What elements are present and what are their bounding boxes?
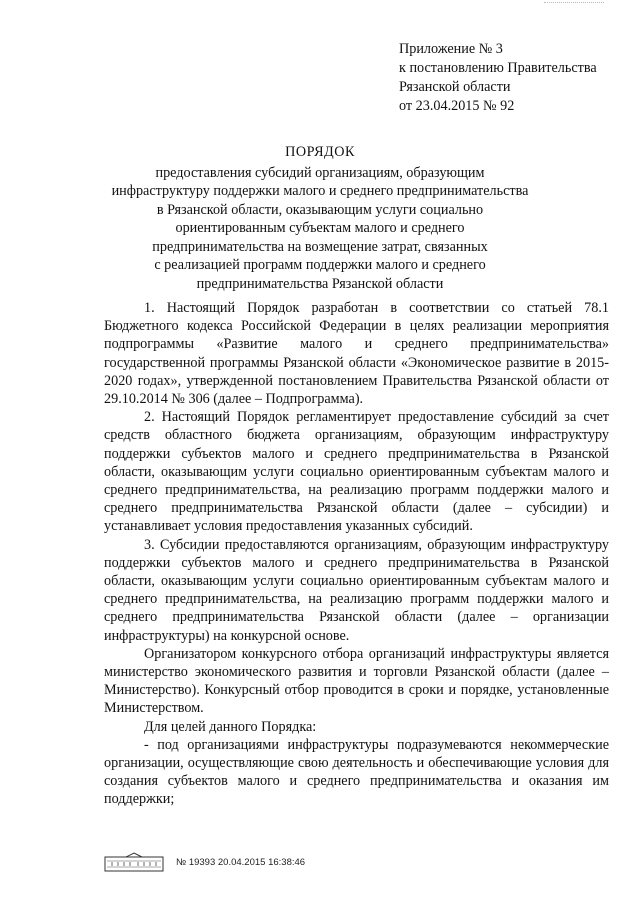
attachment-date: от 23.04.2015 № 92: [399, 98, 515, 114]
title-line: с реализацией программ поддержки малого и среднего: [154, 257, 486, 273]
title-line: инфраструктуру поддержки малого и среднего предпринимательства: [111, 183, 529, 199]
title-line: ориентированным субъектам малого и среднего: [175, 220, 465, 236]
attachment-region: Рязанской области: [399, 79, 511, 95]
document-body: [104, 299, 609, 809]
scan-corner-mark: [544, 2, 604, 9]
paragraph-2: 2. Настоящий Порядок регламентирует предоставление субсидий за счет средств областного бюджета организациям, образующим инфраструктуру поддержки субъектов малого и среднего предпринимательства в Рязанской области, оказывающим услуги социально ориентированным субъектам малого и среднего предпринимательства, на реализацию программ поддержки малого и среднего предпринимательства Рязанской области (далее – субсидии) и устанавливает условия предоставления указанных субсидий.: [104, 409, 609, 535]
registration-footer: [104, 851, 305, 873]
attachment-block: [399, 40, 597, 116]
paragraph-definitions-intro: Для целей данного Порядка:: [144, 718, 317, 735]
title-line: предпринимательства Рязанской области: [196, 275, 444, 292]
paragraph-organizer: Организатором конкурсного отбора организаций инфраструктуры является министерство экономического развития и торговли Рязанской области (далее – Министерство). Конкурсный отбор проводится в сроки и порядке, установленные Министерством.: [104, 645, 609, 717]
paragraph-definition-item: - под организациями инфраструктуры подразумеваются некоммерческие организации, осуществляющие свою деятельность и обеспечивающие условия для создания субъектов малого и среднего предпринимательства и оказания им поддержки;: [104, 736, 609, 808]
title-heading: ПОРЯДОК: [285, 144, 355, 160]
title-line: предоставления субсидий организациям, образующим: [155, 164, 485, 181]
registration-number: № 19393 20.04.2015 16:38:46: [176, 856, 306, 868]
paragraph-1: 1. Настоящий Порядок разработан в соответствии со статьей 78.1 Бюджетного кодекса Российской Федерации в целях реализации мероприятия подпрограммы «Развитие малого и среднего предпринимательства» государственной программы Рязанской области «Экономическое развитие в 2015-2020 годах», утвержденной постановлением Правительства Рязанской области от 29.10.2014 № 306 (далее – Подпрограмма).: [104, 300, 609, 408]
registry-stamp-icon: [104, 852, 164, 872]
document-title: [100, 143, 540, 293]
paragraph-3: 3. Субсидии предоставляются организациям, образующим инфраструктуру поддержки субъектов малого и среднего предпринимательства в Рязанской области, оказывающим услуги социально ориентированным субъектам малого и среднего предпринимательства, на реализацию программ поддержки малого и среднего предпринимательства Рязанской области (далее – организации инфраструктуры) на конкурсной основе.: [104, 536, 609, 644]
title-line: предпринимательства на возмещение затрат, связанных: [152, 238, 488, 255]
attachment-ref: к постановлению Правительства: [399, 60, 597, 76]
attachment-number: Приложение № 3: [399, 41, 503, 57]
title-line: в Рязанской области, оказывающим услуги социально: [156, 201, 484, 218]
